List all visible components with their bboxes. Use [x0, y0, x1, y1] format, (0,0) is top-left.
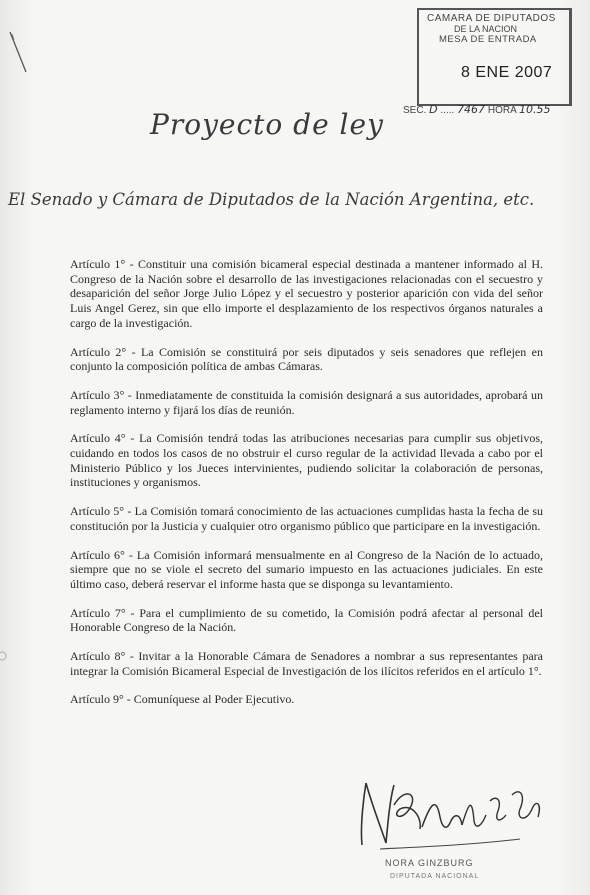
- article-9: Artículo 9° - Comuníquese al Poder Ejecutivo.: [70, 692, 295, 707]
- article-5: Artículo 5° - La Comisión tomará conocimiento de las actuaciones cumplidas hasta la fecha de su constitución por la Justicia y cualquier otro organismo público que participare en la investigación.: [70, 504, 543, 533]
- article-2: Artículo 2° - La Comisión se constituirá por seis diputados y seis senadores que reflejen en conjunto la composición política de ambas Cámaras.: [70, 344, 543, 374]
- article-4: Artículo 4° - La Comisión tendrá todas las atribuciones necesarias para cumplir sus objetivos, cuidando en todos los casos de no obstruir el curso regular de la actividad llevada a cabo por el Ministerio Público y los Jueces intervinientes, pudiendo solicitar la colaboración de personas, instituciones y organismos.: [70, 431, 543, 490]
- stamp-date: 8 ENE 2007: [461, 64, 553, 81]
- hora-value: 10.55: [518, 103, 551, 116]
- handwritten-signature: [350, 765, 560, 860]
- hora-label: HORA: [487, 105, 517, 116]
- stamp-chamber: CAMARA DE DIPUTADOS: [427, 13, 556, 24]
- stamp-sec-line: SEC. D ..... 7467 HORA 10.55: [403, 103, 551, 116]
- sec-label: SEC.: [403, 105, 427, 116]
- signatory-name: NORA GINZBURG: [385, 858, 474, 868]
- reception-stamp: [417, 8, 572, 106]
- punch-hole-mark: [0, 648, 8, 664]
- enacting-clause: El Senado y Cámara de Diputados de la Nación Argentina, etc.: [8, 190, 535, 209]
- articles-body: [70, 257, 543, 721]
- article-1: Artículo 1° - Constituir una comisión bicameral especial destinada a mantener informado al H. Congreso de la Nación sobre el desarrollo de las investigaciones relacionadas con el secuestro y desaparición del señor Jorge Julio López y el secuestro y posterior aparición con vida del señor Luis Angel Gerez, sin que ello importe el desplazamiento de los respectivos órganos naturales a cargo de la investigación.: [70, 257, 543, 330]
- sec-value: D: [429, 103, 438, 116]
- article-3: Artículo 3° - Inmediatamente de constituida la comisión designará a sus autoridades, aprobará un reglamento interno y fijará los días de reunión.: [70, 387, 543, 417]
- pen-mark: [4, 28, 34, 78]
- document-title: Proyecto de ley: [150, 108, 384, 141]
- stamp-desk: MESA DE ENTRADA: [439, 34, 537, 45]
- article-6: Artículo 6° - La Comisión informará mensualmente en al Congreso de la Nación de lo actuado, siempre que no se viole el secreto del sumario impuesto en las actuaciones judiciales. En este último caso, deberá reservar el informe hasta que se disponga su levantamiento.: [70, 547, 543, 591]
- entry-number: 7467: [457, 103, 486, 116]
- signatory-title: DIPUTADA NACIONAL: [390, 873, 480, 880]
- stamp-nation: DE LA NACION: [454, 24, 518, 34]
- article-8: Artículo 8° - Invitar a la Honorable Cámara de Senadores a nombrar a sus representantes para integrar la Comisión Bicameral Especial de Investigación de los ilícitos referidos en el artículo 1°.: [70, 649, 543, 678]
- article-7: Artículo 7° - Para el cumplimiento de su cometido, la Comisión podrá afectar al personal del Honorable Congreso de la Nación.: [70, 605, 543, 635]
